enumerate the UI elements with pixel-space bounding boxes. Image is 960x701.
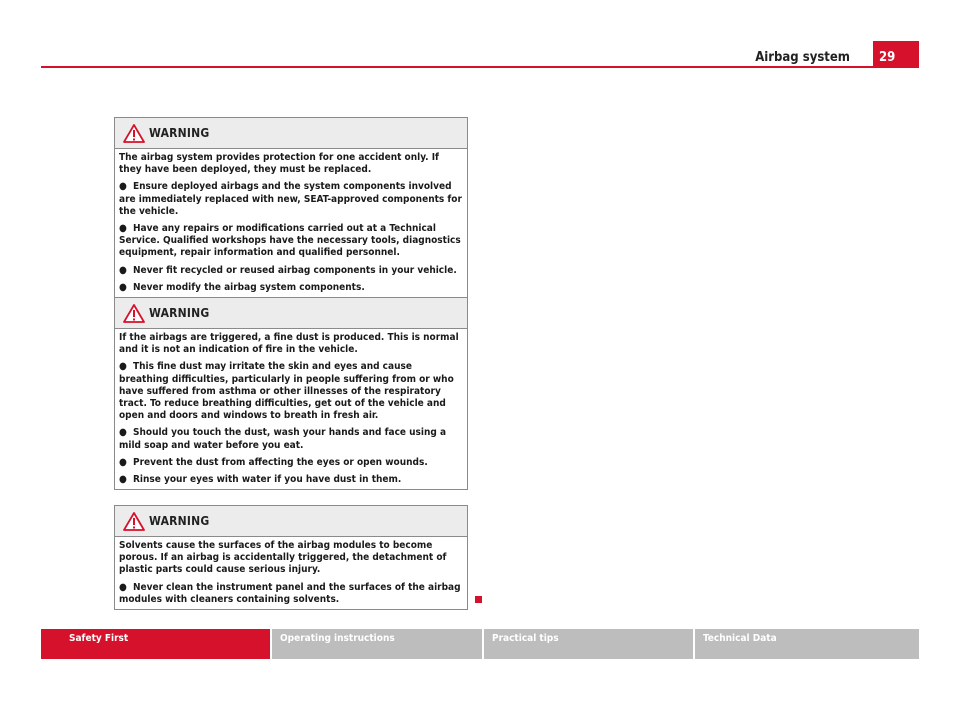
warning-box-1 <box>114 117 468 298</box>
warning-triangle-icon <box>123 304 145 323</box>
warning-header <box>115 118 467 149</box>
warning-header <box>115 298 467 329</box>
footer-tab-technical-data[interactable]: Technical Data <box>695 629 919 659</box>
warning-bullet-item: ● Ensure deployed airbags and the system components involved are immediately replaced with new, SEAT-approved components for the vehicle. <box>119 181 462 217</box>
bullet-icon: ● <box>119 264 127 276</box>
warning-box-2 <box>114 297 468 490</box>
warning-body <box>115 537 467 609</box>
warning-header <box>115 506 467 537</box>
warning-bullet-item: ● Rinse your eyes with water if you have dust in them. <box>119 474 402 486</box>
warning-body <box>115 149 467 297</box>
warning-triangle-icon <box>123 124 145 143</box>
warning-bullet-item: ● Never fit recycled or reused airbag components in your vehicle. <box>119 264 457 276</box>
warning-bullet-item: ● Never modify the airbag system components. <box>119 281 365 293</box>
page-number: 29 <box>873 41 919 67</box>
page-header-title: Airbag system <box>755 50 850 65</box>
bullet-icon: ● <box>119 474 127 486</box>
warning-body <box>115 329 467 489</box>
bullet-icon: ● <box>119 581 127 593</box>
bullet-icon: ● <box>119 456 127 468</box>
warning-box-3 <box>114 505 468 610</box>
footer-tab-operating-instructions[interactable]: Operating instructions <box>272 629 484 659</box>
warning-bullet-item: ● Prevent the dust from affecting the eyes or open wounds. <box>119 456 428 468</box>
bullet-icon: ● <box>119 361 127 373</box>
warning-triangle-icon <box>123 512 145 531</box>
footer-tab-safety-first[interactable]: Safety First <box>41 629 272 659</box>
bullet-icon: ● <box>119 223 127 235</box>
bullet-icon: ● <box>119 181 127 193</box>
warning-paragraph: Solvents cause the surfaces of the airbag modules to become porous. If an airbag is accidentally triggered, the detachment of plastic parts could cause serious injury. <box>119 540 447 576</box>
bullet-icon: ● <box>119 281 127 293</box>
warning-bullet-item: ● This fine dust may irritate the skin and eyes and cause breathing difficulties, particularly in people suffering from or who have suffered from asthma or other illnesses of the respiratory tract. To reduce breathing difficulties, get out of the vehicle and open and doors and windows to breath in fresh air. <box>119 361 454 422</box>
warning-label: WARNING <box>149 126 210 140</box>
bullet-icon: ● <box>119 427 127 439</box>
warning-bullet-item: ● Have any repairs or modifications carried out at a Technical Service. Qualified workshops have the necessary tools, diagnostics equipment, repair information and qualified personnel. <box>119 223 461 259</box>
warning-paragraph: The airbag system provides protection for one accident only. If they have been deployed, they must be replaced. <box>119 152 439 176</box>
section-end-marker <box>475 596 482 603</box>
warning-paragraph: If the airbags are triggered, a fine dust is produced. This is normal and it is not an indication of fire in the vehicle. <box>119 332 459 356</box>
warning-bullet-item: ● Should you touch the dust, wash your hands and face using a mild soap and water before you eat. <box>119 427 447 451</box>
header-rule <box>41 66 919 68</box>
warning-bullet-item: ● Never clean the instrument panel and the surfaces of the airbag modules with cleaners containing solvents. <box>119 581 461 605</box>
footer-tab-practical-tips[interactable]: Practical tips <box>484 629 695 659</box>
warning-label: WARNING <box>149 306 210 320</box>
warning-label: WARNING <box>149 514 210 528</box>
footer-nav <box>41 629 919 659</box>
